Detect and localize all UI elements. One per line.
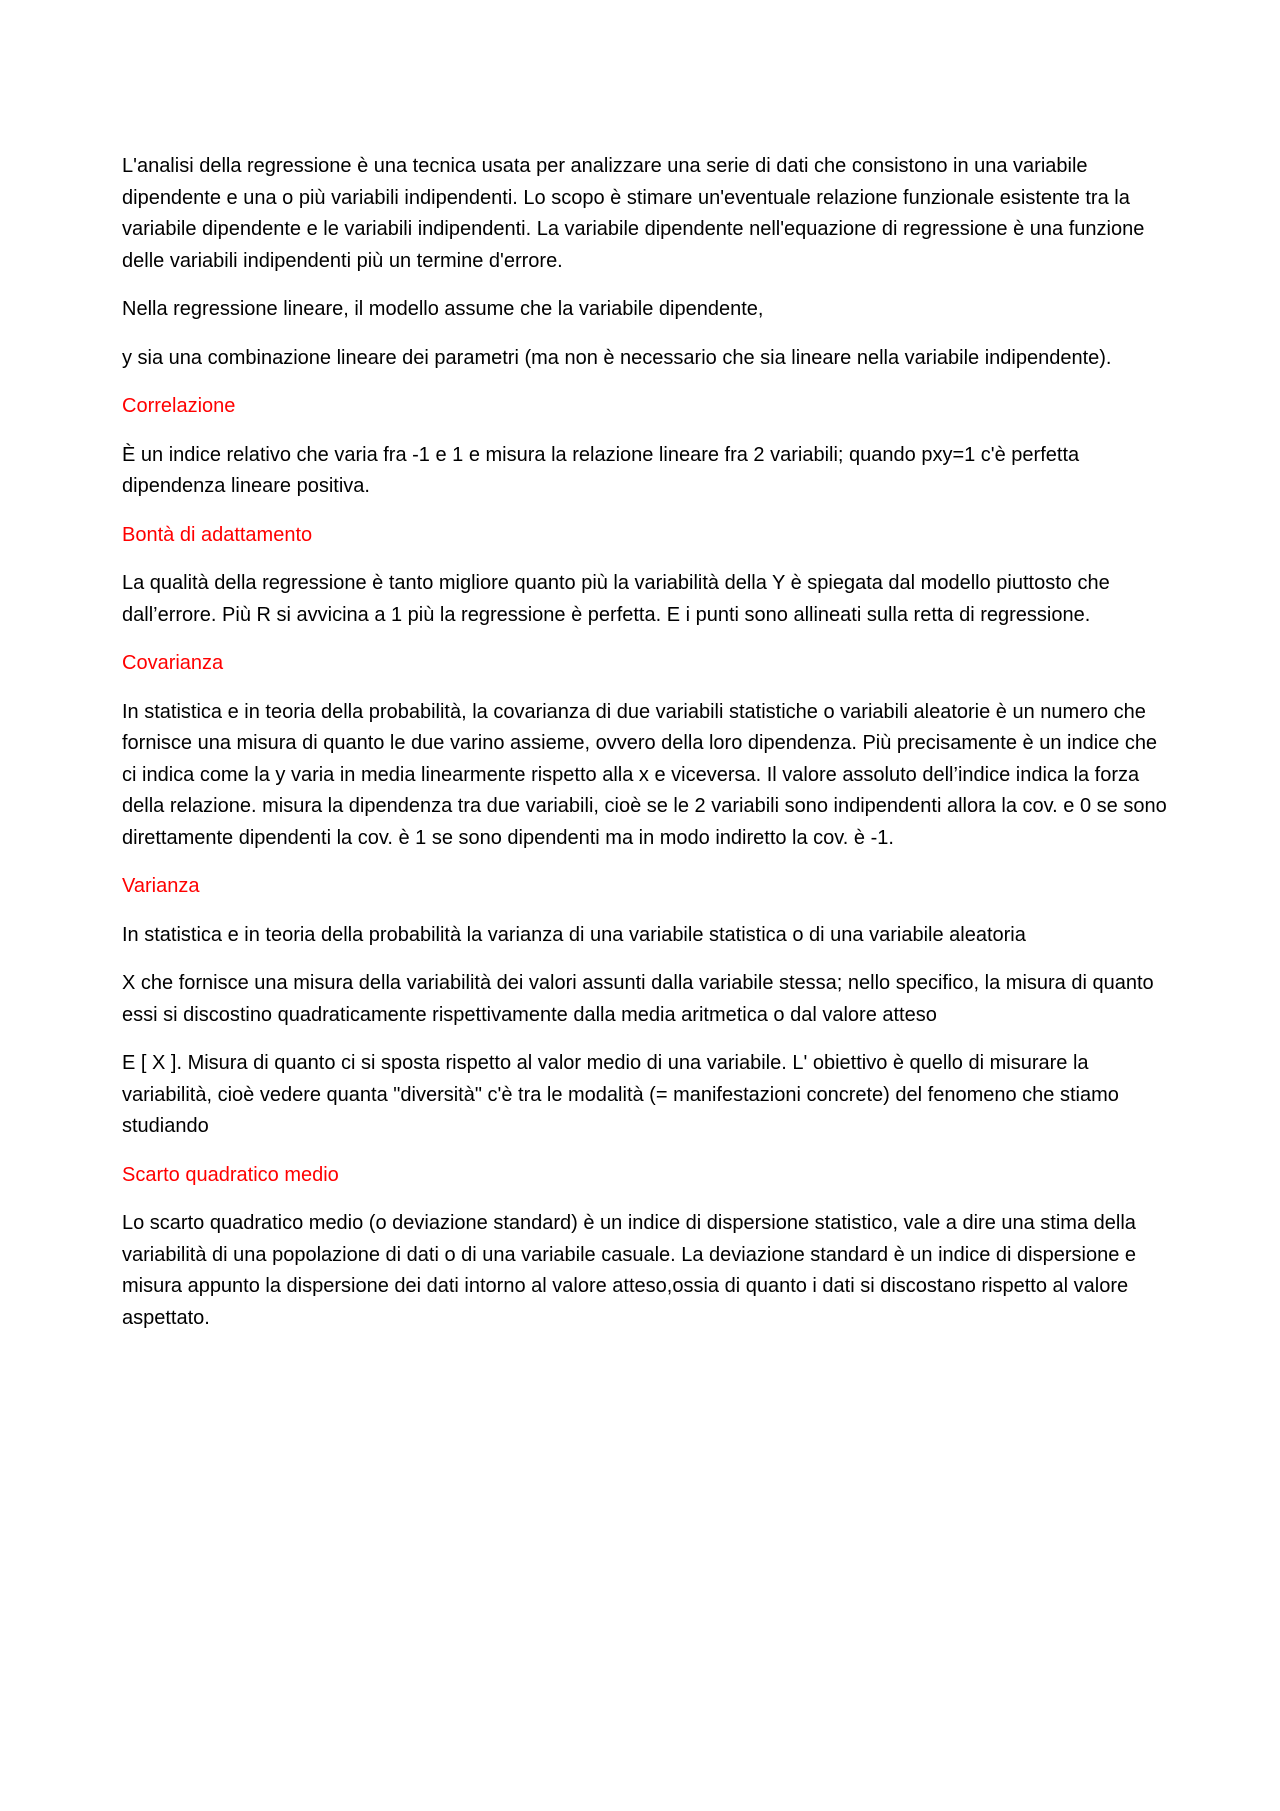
paragraph-varianza-2: X che fornisce una misura della variabilità dei valori assunti dalla variabile stessa; nello specifico, la misura di quanto essi si discostino quadraticamente rispettivamente dalla media aritmetica o dal valore atteso [122,972,1154,1026]
heading-scarto-quadratico: Scarto quadratico medio [122,1163,339,1186]
heading-varianza: Varianza [122,875,200,897]
paragraph-regressione-lineare: Nella regressione lineare, il modello assume che la variabile dipendente, [122,298,764,320]
paragraph-regressione-intro: L'analisi della regressione è una tecnica usata per analizzare una serie di dati che consistono in una variabile dipendente e una o più variabili indipendenti. Lo scopo è stimare un'eventuale relazione funzionale esistente tra la variabile dipendente e le variabili indipendenti. La variabile dipendente nell'equazione di regressione è una funzione delle variabili indipendenti più un termine d'errore. [122,155,1145,272]
document-body [122,151,1167,1351]
heading-correlazione: Correlazione [122,395,236,417]
paragraph-covarianza: In statistica e in teoria della probabilità, la covarianza di due variabili statistiche o variabili aleatorie è un numero che fornisce una misura di quanto le due varino assieme, ovvero della loro dipendenza. Più precisamente è un indice che ci indica come la y varia in media linearmente rispetto alla x e viceversa. Il valore assoluto dell’indice indica la forza della relazione. misura la dipendenza tra due variabili, cioè se le 2 variabili sono indipendenti allora la cov. e 0 se sono direttamente dipendenti la cov. è 1 se sono dipendenti ma in modo indiretto la cov. è -1. [122,700,1167,849]
paragraph-bonta-adattamento: La qualità della regressione è tanto migliore quanto più la variabilità della Y è spiegata dal modello piuttosto che dall’errore. Più R si avvicina a 1 più la regressione è perfetta. E i punti sono allineati sulla retta di regressione. [122,572,1110,626]
heading-covarianza: Covarianza [122,652,224,674]
paragraph-correlazione: È un indice relativo che varia fra -1 e 1 e misura la relazione lineare fra 2 variabili; quando pxy=1 c'è perfetta dipendenza lineare positiva. [122,443,1080,497]
paragraph-combinazione-lineare: y sia una combinazione lineare dei parametri (ma non è necessario che sia lineare nella variabile indipendente). [122,346,1112,369]
paragraph-varianza-3: E [ X ]. Misura di quanto ci si sposta rispetto al valor medio di una variabile. L' obiettivo è quello di misurare la variabilità, cioè vedere quanta "diversità" c'è tra le modalità (= manifestazioni concrete) del fenomeno che stiamo studiando [122,1052,1119,1137]
heading-bonta-adattamento: Bontà di adattamento [122,523,313,546]
paragraph-scarto-quadratico: Lo scarto quadratico medio (o deviazione standard) è un indice di dispersione statistico, vale a dire una stima della variabilità di una popolazione di dati o di una variabile casuale. La deviazione standard è un indice di dispersione e misura appunto la dispersione dei dati intorno al valore atteso,ossia di quanto i dati si discostano rispetto al valore aspettato. [122,1212,1137,1329]
paragraph-varianza-1: In statistica e in teoria della probabilità la varianza di una variabile statistica o di una variabile aleatoria [122,923,1026,946]
